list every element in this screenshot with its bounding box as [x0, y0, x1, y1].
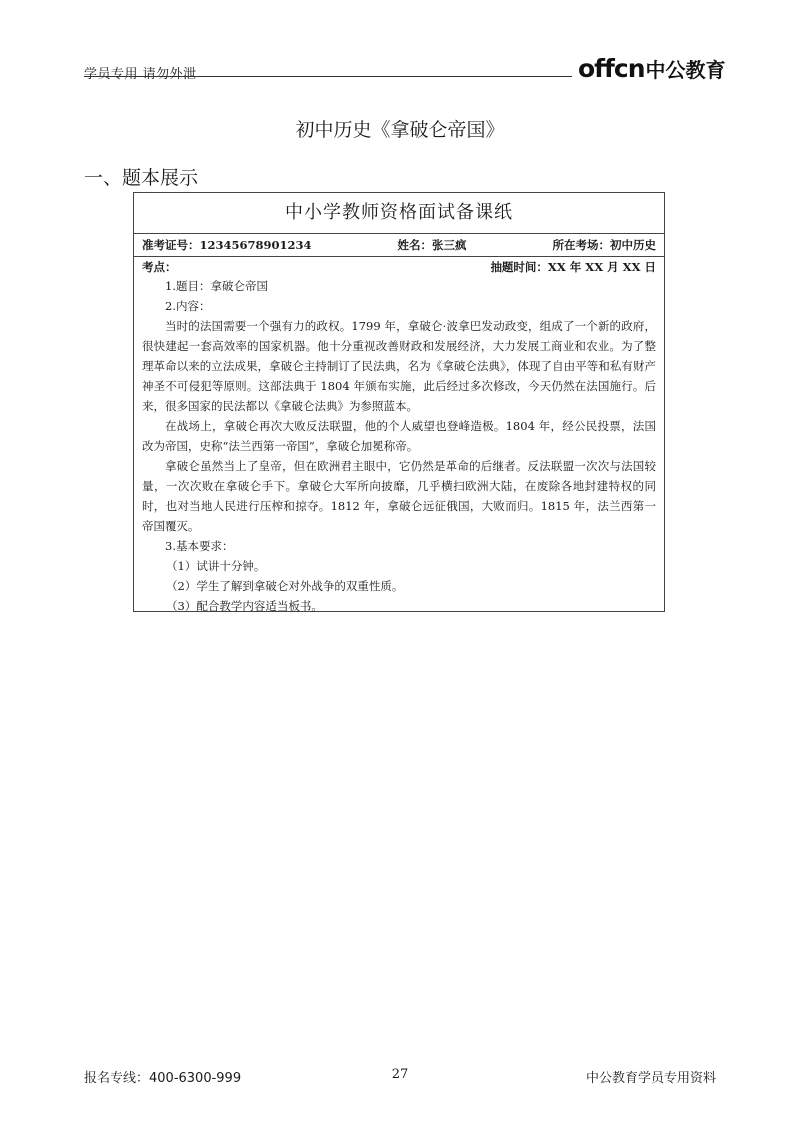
kaodian-row: [134, 258, 664, 276]
draw-time: 抽题时间：XX 年 XX 月 XX 日: [490, 260, 656, 274]
offcn-logo: [578, 54, 726, 84]
lesson-prep-paper: [133, 192, 665, 612]
topic-line: 1.题目：拿破仑帝国: [165, 279, 268, 293]
candidate-name: 姓名：张三疯: [397, 238, 467, 252]
logo-text-en: offcn: [578, 54, 645, 83]
logo-text-cn: 中公教育: [645, 58, 726, 82]
exam-site: 所在考场：初中历史: [552, 238, 656, 252]
content-paragraph: 拿破仑虽然当上了皇帝，但在欧洲君主眼中，它仍然是革命的后继者。反法联盟一次次与法国较量，一次次败在拿破仑手下。拿破仑大军所向披靡，几乎横扫欧洲大陆，在废除各地封建特权的同时，也对当地人民进行压榨和掠夺。1812 年，拿破仑远征俄国，大败而归。1815 年，法兰西第一帝国覆灭。: [142, 459, 656, 533]
paper-content: [134, 276, 664, 616]
requirements-label: 3.基本要求：: [165, 539, 234, 553]
header-rule: [84, 76, 572, 77]
footer-right-text: 中公教育学员专用资料: [585, 1071, 716, 1086]
header-note: 学员专用 请勿外泄: [84, 67, 197, 82]
paper-title: 中小学教师资格面试备课纸: [134, 193, 664, 234]
footer-hotline: 报名专线：400-6300-999: [84, 1071, 242, 1086]
requirement-item: （3）配合教学内容适当板书。: [166, 599, 323, 613]
content-label: 2.内容：: [165, 299, 211, 313]
document-title: 初中历史《拿破仑帝国》: [295, 119, 505, 141]
page-number: 27: [391, 1067, 409, 1082]
requirement-item: （2）学生了解到拿破仑对外战争的双重性质。: [166, 579, 404, 593]
requirement-item: （1）试讲十分钟。: [166, 559, 266, 573]
kaodian-label: 考点：: [142, 260, 177, 274]
candidate-info-row: [134, 234, 664, 257]
content-paragraph: 当时的法国需要一个强有力的政权。1799 年，拿破仑·波拿巴发动政变，组成了一个新的政府，很快建起一套高效率的国家机器。他十分重视改善财政和发展经济，大力发展工商业和农业。为了整理革命以来的立法成果，拿破仑主持制订了民法典，名为《拿破仑法典》，体现了自由平等和私有财产神圣不可侵犯等原则。这部法典于 1804 年颁布实施，此后经过多次修改，今天仍然在法国施行。后来，很多国家的民法都以《拿破仑法典》为参照蓝本。: [142, 319, 656, 413]
exam-id: 准考证号：12345678901234: [142, 238, 312, 252]
content-paragraph: 在战场上，拿破仑再次大败反法联盟，他的个人威望也登峰造极。1804 年，经公民投票，法国改为帝国，史称“法兰西第一帝国”，拿破仑加冕称帝。: [142, 419, 656, 453]
section-heading: 一、题本展示: [84, 167, 199, 189]
